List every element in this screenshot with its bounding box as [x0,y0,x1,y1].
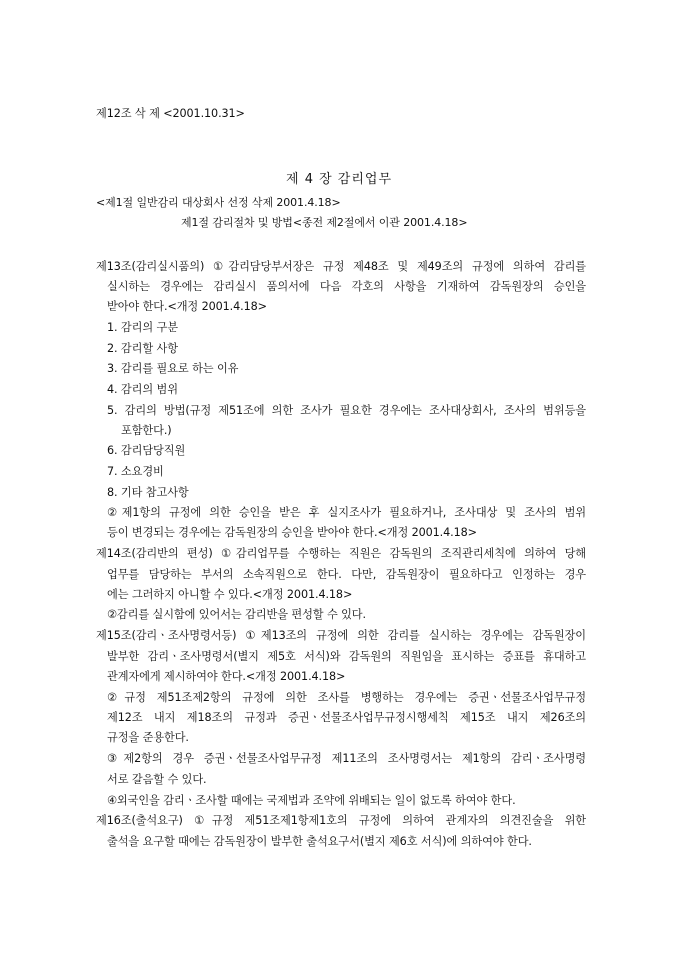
chapter-title: 제 4 장 감리업무 [286,172,393,187]
article-13-line-3: 받아야 한다.<개정 2001.4.18> [107,300,267,313]
article-13-para-2-line-1: ②제1항의 규정에 의한 승인을 받은 후 실지조사가 필요하거나, 조사대상 및 조사의 범위 [107,506,586,519]
article-15-line-3: 관계자에게 제시하여야 한다.<개정 2001.4.18> [107,670,346,683]
list-item-6: 6. 감리담당직원 [107,444,186,457]
list-item-4: 4. 감리의 범위 [107,383,178,396]
article-15-line-2: 발부한 감리ㆍ조사명령서(별지 제5호 서식)와 감독원의 직원임을 표시하는 증표를 휴대하고 [107,650,586,663]
article-13-para-2-line-2: 등이 변경되는 경우에는 감독원장의 승인을 받아야 한다.<개정 2001.4.18> [107,526,477,539]
list-item-5-cont: 포함한다.) [121,424,172,437]
article-16-line-2: 출석을 요구할 때에는 감독원장이 발부한 출석요구서(별지 제6호 서식)에 의하여야 한다. [107,835,532,848]
list-item-7: 7. 소요경비 [107,465,164,478]
article-15-para-3-line-1: ③제2항의 경우 증권ㆍ선물조사업무규정 제11조의 조사명령서는 제1항의 감리ㆍ조사명령 [107,752,586,765]
article-15-para-3-line-2: 서로 갈음할 수 있다. [107,773,207,786]
article-15-para-2-line-2: 제12조 내지 제18조의 규정과 증권ㆍ선물조사업무규정시행세칙 제15조 내지 제26조의 [107,711,586,724]
article-15-para-2-line-1: ②규정 제51조제2항의 규정에 의한 조사를 병행하는 경우에는 증권ㆍ선물조사업무규정 [107,691,586,704]
article-13-line-1: 제13조(감리실시품의) ①감리담당부서장은 규정 제48조 및 제49조의 규정에 의하여 감리를 [96,260,586,273]
list-item-2: 2. 감리할 사항 [107,342,178,355]
article-14-line-3: 에는 그러하지 아니할 수 있다.<개정 2001.4.18> [107,588,353,601]
article-14-line-1: 제14조(감리반의 편성) ①감리업무를 수행하는 직원은 감독원의 조직관리세칙에 의하여 당해 [96,547,586,560]
article-13-line-2: 실시하는 경우에는 감리실시 품의서에 다음 각호의 사항을 기재하여 감독원장의 승인을 [107,280,586,293]
article-15-para-2-line-3: 규정을 준용한다. [107,731,189,744]
section-deleted-note: <제1절 일반감리 대상회사 선정 삭제 2001.4.18> [96,196,341,209]
deleted-article-line: 제12조 삭 제 <2001.10.31> [96,107,245,120]
list-item-8: 8. 기타 참고사항 [107,486,189,499]
section-title: 제1절 감리절차 및 방법<종전 제2절에서 이관 2001.4.18> [181,216,468,229]
article-15-line-1: 제15조(감리ㆍ조사명령서등) ①제13조의 규정에 의한 감리를 실시하는 경우에는 감독원장이 [96,629,586,642]
article-15-para-4: ④외국인을 감리ㆍ조사할 때에는 국제법과 조약에 위배되는 일이 없도록 하여야 한다. [107,794,516,807]
list-item-3: 3. 감리를 필요로 하는 이유 [107,362,239,375]
article-16-line-1: 제16조(출석요구) ①규정 제51조제1항제1호의 규정에 의하여 관계자의 의견진술을 위한 [96,814,586,827]
article-14-para-2: ②감리를 실시함에 있어서는 감리반을 편성할 수 있다. [107,608,366,621]
article-14-line-2: 업무를 담당하는 부서의 소속직원으로 한다. 다만, 감독원장이 필요하다고 인정하는 경우 [107,568,586,581]
list-item-1: 1. 감리의 구분 [107,321,178,334]
list-item-5: 5. 감리의 방법(규정 제51조에 의한 조사가 필요한 경우에는 조사대상회사, 조사의 범위등을 [107,404,586,417]
